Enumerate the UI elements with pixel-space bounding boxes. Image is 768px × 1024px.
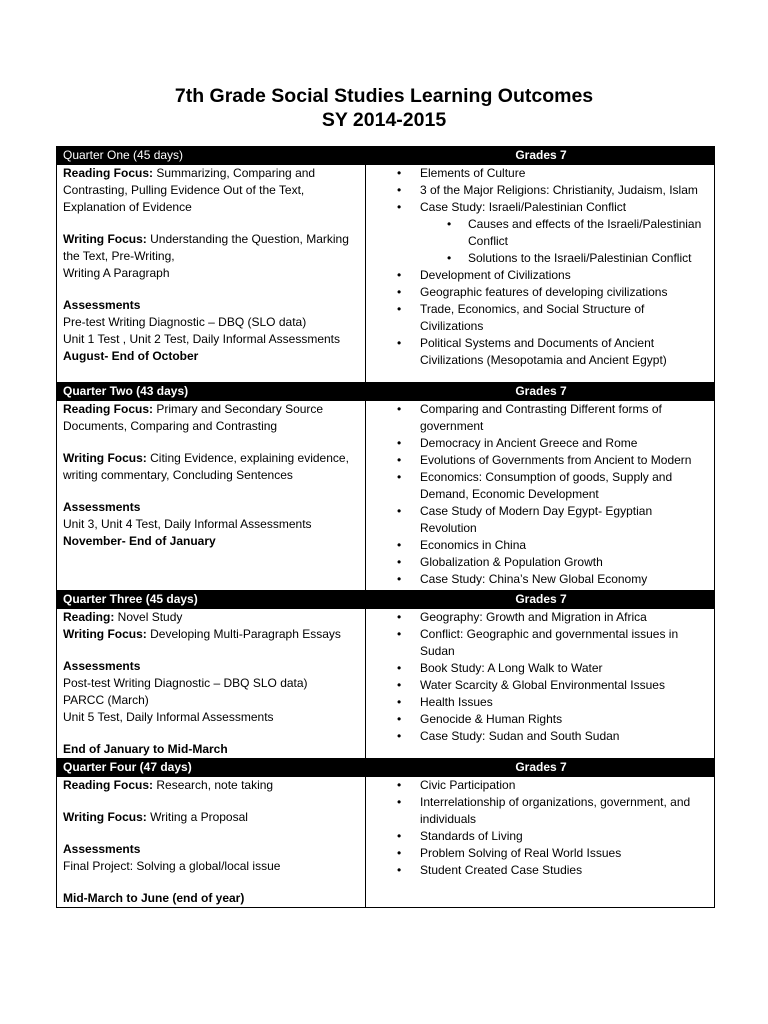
assessment-item: PARCC (March) — [63, 693, 149, 707]
outcomes-table — [56, 146, 715, 908]
document-title: 7th Grade Social Studies Learning Outcomes — [174, 85, 594, 107]
outcome-item: • Economics: Consumption of goods, Supply and Demand, Economic Development — [420, 469, 710, 503]
assessment-item: Unit 1 Test , Unit 2 Test, Daily Informal Assessments — [63, 332, 340, 346]
outcome-item: • Book Study: A Long Walk to Water — [420, 660, 710, 677]
writing-focus-text: Writing a Proposal — [146, 810, 248, 824]
reading-focus-label: Reading Focus: — [63, 166, 154, 180]
outcome-item: • Case Study of Modern Day Egypt- Egyptian Revolution — [420, 503, 710, 537]
assessment-item: Unit 5 Test, Daily Informal Assessments — [63, 710, 274, 724]
outcome-item: • Civic Participation — [420, 777, 710, 794]
assessment-item: Unit 3, Unit 4 Test, Daily Informal Assessments — [63, 517, 312, 531]
outcome-item: • Democracy in Ancient Greece and Rome — [420, 435, 710, 452]
outcome-item: • Genocide & Human Rights — [420, 711, 710, 728]
writing-focus-text-2: Writing A Paragraph — [63, 266, 170, 280]
sub-outcomes-list — [420, 216, 710, 267]
reading-focus-label: Reading Focus: — [63, 402, 154, 416]
assessments-label: Assessments — [63, 500, 141, 514]
outcome-item: • Interrelationship of organizations, government, and individuals — [420, 794, 710, 828]
outcome-item: • 3 of the Major Religions: Christianity, Judaism, Islam — [420, 182, 710, 199]
quarter-three-focus-cell — [57, 609, 366, 759]
writing-focus-label: Writing Focus: — [63, 627, 147, 641]
writing-focus-label: Writing Focus: — [63, 810, 147, 824]
reading-focus-label: Reading Focus: — [63, 778, 154, 792]
quarter-four-grade: Grades 7 — [366, 759, 715, 777]
outcome-item: • Economics in China — [420, 537, 710, 554]
quarter-two-grade: Grades 7 — [366, 383, 715, 401]
writing-focus-label: Writing Focus: — [63, 451, 147, 465]
title-block — [0, 84, 768, 132]
quarter-one-row — [57, 165, 715, 383]
outcome-item: • Water Scarcity & Global Environmental Issues — [420, 677, 710, 694]
sub-outcome-item: • Solutions to the Israeli/Palestinian Conflict — [468, 250, 710, 267]
outcome-item: • Health Issues — [420, 694, 710, 711]
quarter-one-header: Quarter One (45 days) — [57, 147, 366, 165]
reading-label: Reading: — [63, 610, 115, 624]
quarter-four-focus-cell — [57, 777, 366, 908]
quarter-two-header: Quarter Two (43 days) — [57, 383, 366, 401]
outcome-item: • Standards of Living — [420, 828, 710, 845]
outcome-item: • Trade, Economics, and Social Structure of Civilizations — [420, 301, 710, 335]
quarter-four-outcomes-cell — [366, 777, 715, 908]
quarter-dates: End of January to Mid-March — [63, 742, 228, 756]
quarter-dates: Mid-March to June (end of year) — [63, 891, 245, 905]
quarter-three-grade: Grades 7 — [366, 591, 715, 609]
quarter-two-outcomes-cell — [366, 401, 715, 591]
outcome-item: • Case Study: China’s New Global Economy — [420, 571, 710, 588]
quarter-two-row — [57, 401, 715, 591]
outcome-item: • Problem Solving of Real World Issues — [420, 845, 710, 862]
outcome-item-text: Case Study: Israeli/Palestinian Conflict — [420, 200, 627, 214]
quarter-one-outcomes-cell — [366, 165, 715, 383]
writing-focus-label: Writing Focus: — [63, 232, 147, 246]
outcome-item — [420, 199, 710, 267]
outcome-item: • Globalization & Population Growth — [420, 554, 710, 571]
outcome-item: • Elements of Culture — [420, 165, 710, 182]
quarter-three-row — [57, 609, 715, 759]
outcome-item: • Case Study: Sudan and South Sudan — [420, 728, 710, 745]
reading-focus-text: Primary and Secondary Source Documents, Comparing and Contrasting — [63, 402, 324, 433]
quarter-three-header-row — [57, 591, 715, 609]
outcome-item: • Student Created Case Studies — [420, 862, 710, 879]
assessment-item: Final Project: Solving a global/local issue — [63, 859, 281, 873]
assessments-label: Assessments — [63, 659, 141, 673]
quarter-two-focus-cell — [57, 401, 366, 591]
school-year: SY 2014-2015 — [321, 109, 447, 131]
outcome-item: • Development of Civilizations — [420, 267, 710, 284]
outcomes-list — [372, 777, 710, 879]
writing-focus-text: Developing Multi-Paragraph Essays — [146, 627, 341, 641]
quarter-three-header: Quarter Three (45 days) — [57, 591, 366, 609]
reading-focus-text: Research, note taking — [153, 778, 274, 792]
quarter-one-header-row — [57, 147, 715, 165]
quarter-dates: August- End of October — [63, 349, 199, 363]
quarter-one-focus-cell — [57, 165, 366, 383]
outcomes-list — [372, 609, 710, 745]
quarter-two-header-row — [57, 383, 715, 401]
reading-text: Novel Study — [114, 610, 183, 624]
assessments-label: Assessments — [63, 298, 141, 312]
writing-focus-text: Citing Evidence, explaining evidence, writing commentary, Concluding Sentences — [63, 451, 349, 482]
outcome-item: • Conflict: Geographic and governmental issues in Sudan — [420, 626, 710, 660]
writing-focus-line — [63, 626, 361, 643]
quarter-four-header-row — [57, 759, 715, 777]
quarter-dates: November- End of January — [63, 534, 216, 548]
outcome-item: • Geographic features of developing civilizations — [420, 284, 710, 301]
outcome-item: • Geography: Growth and Migration in Africa — [420, 609, 710, 626]
writing-focus-text: Understanding the Question, Marking the Text, Pre-Writing, — [63, 232, 349, 263]
assessments-label: Assessments — [63, 842, 141, 856]
quarter-one-grade: Grades 7 — [366, 147, 715, 165]
assessment-item: Post-test Writing Diagnostic – DBQ SLO data) — [63, 676, 308, 690]
outcome-item: • Comparing and Contrasting Different forms of government — [420, 401, 710, 435]
outcomes-list — [372, 401, 710, 588]
reading-focus-text: Summarizing, Comparing and Contrasting, Pulling Evidence Out of the Text, Explanation of Evidence — [63, 166, 316, 214]
quarter-four-row — [57, 777, 715, 908]
outcomes-list — [372, 165, 710, 369]
quarter-three-outcomes-cell — [366, 609, 715, 759]
outcome-item: • Evolutions of Governments from Ancient to Modern — [420, 452, 710, 469]
assessment-item: Pre-test Writing Diagnostic – DBQ (SLO data) — [63, 315, 307, 329]
outcome-item: • Political Systems and Documents of Ancient Civilizations (Mesopotamia and Ancient Egypt) — [420, 335, 710, 369]
quarter-four-header: Quarter Four (47 days) — [57, 759, 366, 777]
sub-outcome-item: • Causes and effects of the Israeli/Palestinian Conflict — [468, 216, 710, 250]
